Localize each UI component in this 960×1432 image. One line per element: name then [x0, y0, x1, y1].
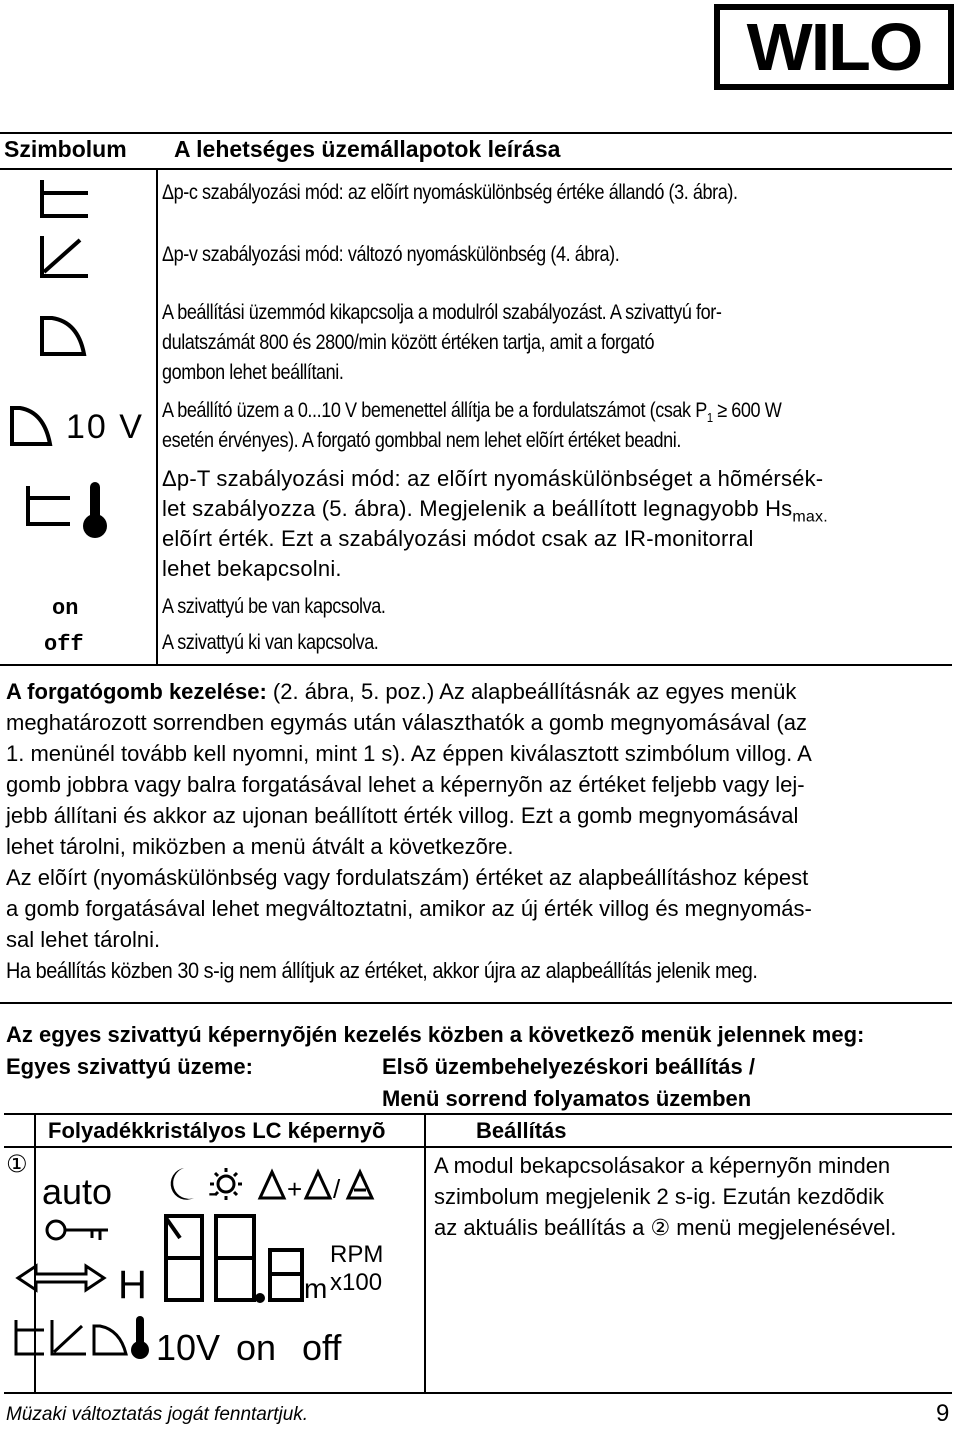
- dp-v-icon: [36, 232, 92, 282]
- single-pump-label: Egyes szivattyú üzeme:: [6, 1054, 253, 1079]
- lcd-display: [8, 1150, 418, 1386]
- knob-paragraph: A forgatógomb kezelése: (2. ábra, 5. poz.) Az alapbeállításnák az egyes menük meghatározott sorrendben egymás után választhatók a gomb megnyomásával (az 1. menünél tovább kell nyomni, mint 1 s). Az éppen kiválasztott szimbólum villog. A gomb jobbra vagy balra forgatásával lehet a képernyõn az értéket feljebb vagy lej- jebb állítani és akkor az ujonan beállított érték villog. Ezt a gomb megnyomásával lehet tárolni, miközben a menü átvált a következõre. Az elõírt (nyomáskülönbség vagy fordulatszám) értéket az alapbeállításhoz képest a gomb forgatásával lehet megváltoztatni, amikor az új érték villog és megnyomás- sal lehet tárolni. Ha beállítás közben 30 s-ig nem állítjuk az értéket, akkor újra az alapbeállítás jelenik meg.: [6, 679, 812, 983]
- menus-heading: Az egyes szivattyú képernyõjén kezelés közben a következõ menük jelennek meg:: [6, 1022, 865, 1047]
- header-symbol: Szimbolum: [4, 136, 127, 162]
- 10v-symbol-label: 10 V: [66, 408, 144, 446]
- lcd-off: off: [302, 1327, 342, 1368]
- off-symbol: off: [44, 632, 84, 657]
- lcd-x100: x100: [330, 1269, 383, 1296]
- table-header-rule: [0, 168, 952, 170]
- on-symbol: on: [52, 596, 79, 621]
- lcd-thermometer-icon: [131, 1316, 149, 1359]
- menu-order-label: Menü sorrend folyamatos üzemben: [382, 1086, 752, 1111]
- lcd-rpm: RPM: [330, 1241, 384, 1268]
- lcd-dp-c-icon: [16, 1320, 44, 1354]
- table-bottom-rule: [0, 664, 952, 666]
- moon-icon: [171, 1168, 194, 1200]
- row-dp-c-text: Δp-c szabályozási mód: az elõírt nyomáskülönbség értéke állandó (3. ábra).: [162, 181, 738, 204]
- double-arrow-icon: [18, 1266, 104, 1290]
- col-lcd-header: Folyadékkristályos LC képernyõ: [48, 1118, 386, 1143]
- row-manual-line-2: dulatszámát 800 és 2800/min között értéken tartja, amit a forgató: [162, 331, 655, 354]
- table-top-rule: [0, 132, 952, 134]
- svg-text:+: +: [287, 1174, 303, 1204]
- lcd-10v: 10V: [156, 1327, 221, 1368]
- dp-t-icon: [22, 478, 118, 542]
- page-number: 9: [936, 1400, 950, 1427]
- first-setup-label: Elsõ üzembehelyezéskori beállítás /: [382, 1054, 755, 1079]
- dp-c-icon: [36, 176, 92, 222]
- seven-segment-display: [166, 1216, 302, 1301]
- row-10v-line-1: A beállító üzem a 0...10 V bemenettel állítja be a fordulatszámot (csak $P_1 \ge 600$ W: [162, 399, 782, 426]
- row-manual-line-1: A beállítási üzemmód kikapcsolja a modulról szabályozást. A szivattyú for-: [162, 301, 722, 324]
- svg-text:‐: ‐: [208, 1176, 218, 1209]
- menu-table-top-rule: [4, 1113, 952, 1115]
- row-dp-t-line-4: lehet bekapcsolni.: [162, 556, 342, 581]
- menu-table-bottom-rule: [4, 1392, 952, 1394]
- row-dp-t-line-1: Δp-T szabályozási mód: az elõírt nyomáskülönbséget a hõmérsék-: [162, 466, 824, 491]
- row-10v-line-2: esetén érvényes). A forgató gombbal nem lehet elõírt értéket beadni.: [162, 429, 681, 452]
- menu-table-header-rule: [4, 1146, 952, 1148]
- row-number-1: ①: [6, 1151, 28, 1178]
- twin-pump-icons: [260, 1172, 372, 1204]
- col-setting-header: Beállítás: [476, 1118, 567, 1143]
- row1-description: A modul bekapcsolásakor a képernyõn minden szimbolum megjelenik 2 s-ig. Ezután kezdõdik az aktuális beállítás a ② menü megjelenésével.: [434, 1153, 897, 1240]
- footer-note: Müzaki változtatás jogát fenntartjuk.: [6, 1404, 309, 1425]
- lcd-auto: auto: [42, 1171, 113, 1212]
- lcd-on: on: [236, 1327, 277, 1368]
- row-dp-t-line-3: elõírt érték. Ezt a szabályozási módot csak az IR-monitorral: [162, 526, 754, 551]
- section-rule: [0, 1002, 952, 1004]
- row-dp-t-line-2: let szabályozza (5. ábra). Megjelenik a beállított legnagyobb $Hs_{max.}$: [162, 496, 828, 526]
- lcd-h: H: [118, 1263, 147, 1307]
- header-description: A lehetséges üzemállapotok leírása: [174, 136, 561, 162]
- svg-text:/: /: [333, 1174, 341, 1204]
- row-on-text: A szivattyú be van kapcsolva.: [162, 595, 386, 618]
- wilo-logo: [714, 4, 954, 90]
- knob-title: A forgatógomb kezelése:: [6, 679, 267, 704]
- menu-table-divider-2: [424, 1113, 426, 1393]
- lcd-manual-icon: [94, 1326, 126, 1354]
- row-off-text: A szivattyú ki van kapcsolva.: [162, 631, 379, 654]
- key-icon: [47, 1221, 108, 1240]
- manual-mode-icon: [38, 312, 90, 360]
- lcd-m: m: [304, 1273, 328, 1304]
- row-dp-v-text: Δp-v szabályozási mód: változó nyomáskülönbség (4. ábra).: [162, 243, 620, 266]
- row-manual-line-3: gombon lehet beállítani.: [162, 361, 344, 384]
- table-column-divider: [156, 168, 158, 665]
- logo-text: WILO: [746, 9, 922, 85]
